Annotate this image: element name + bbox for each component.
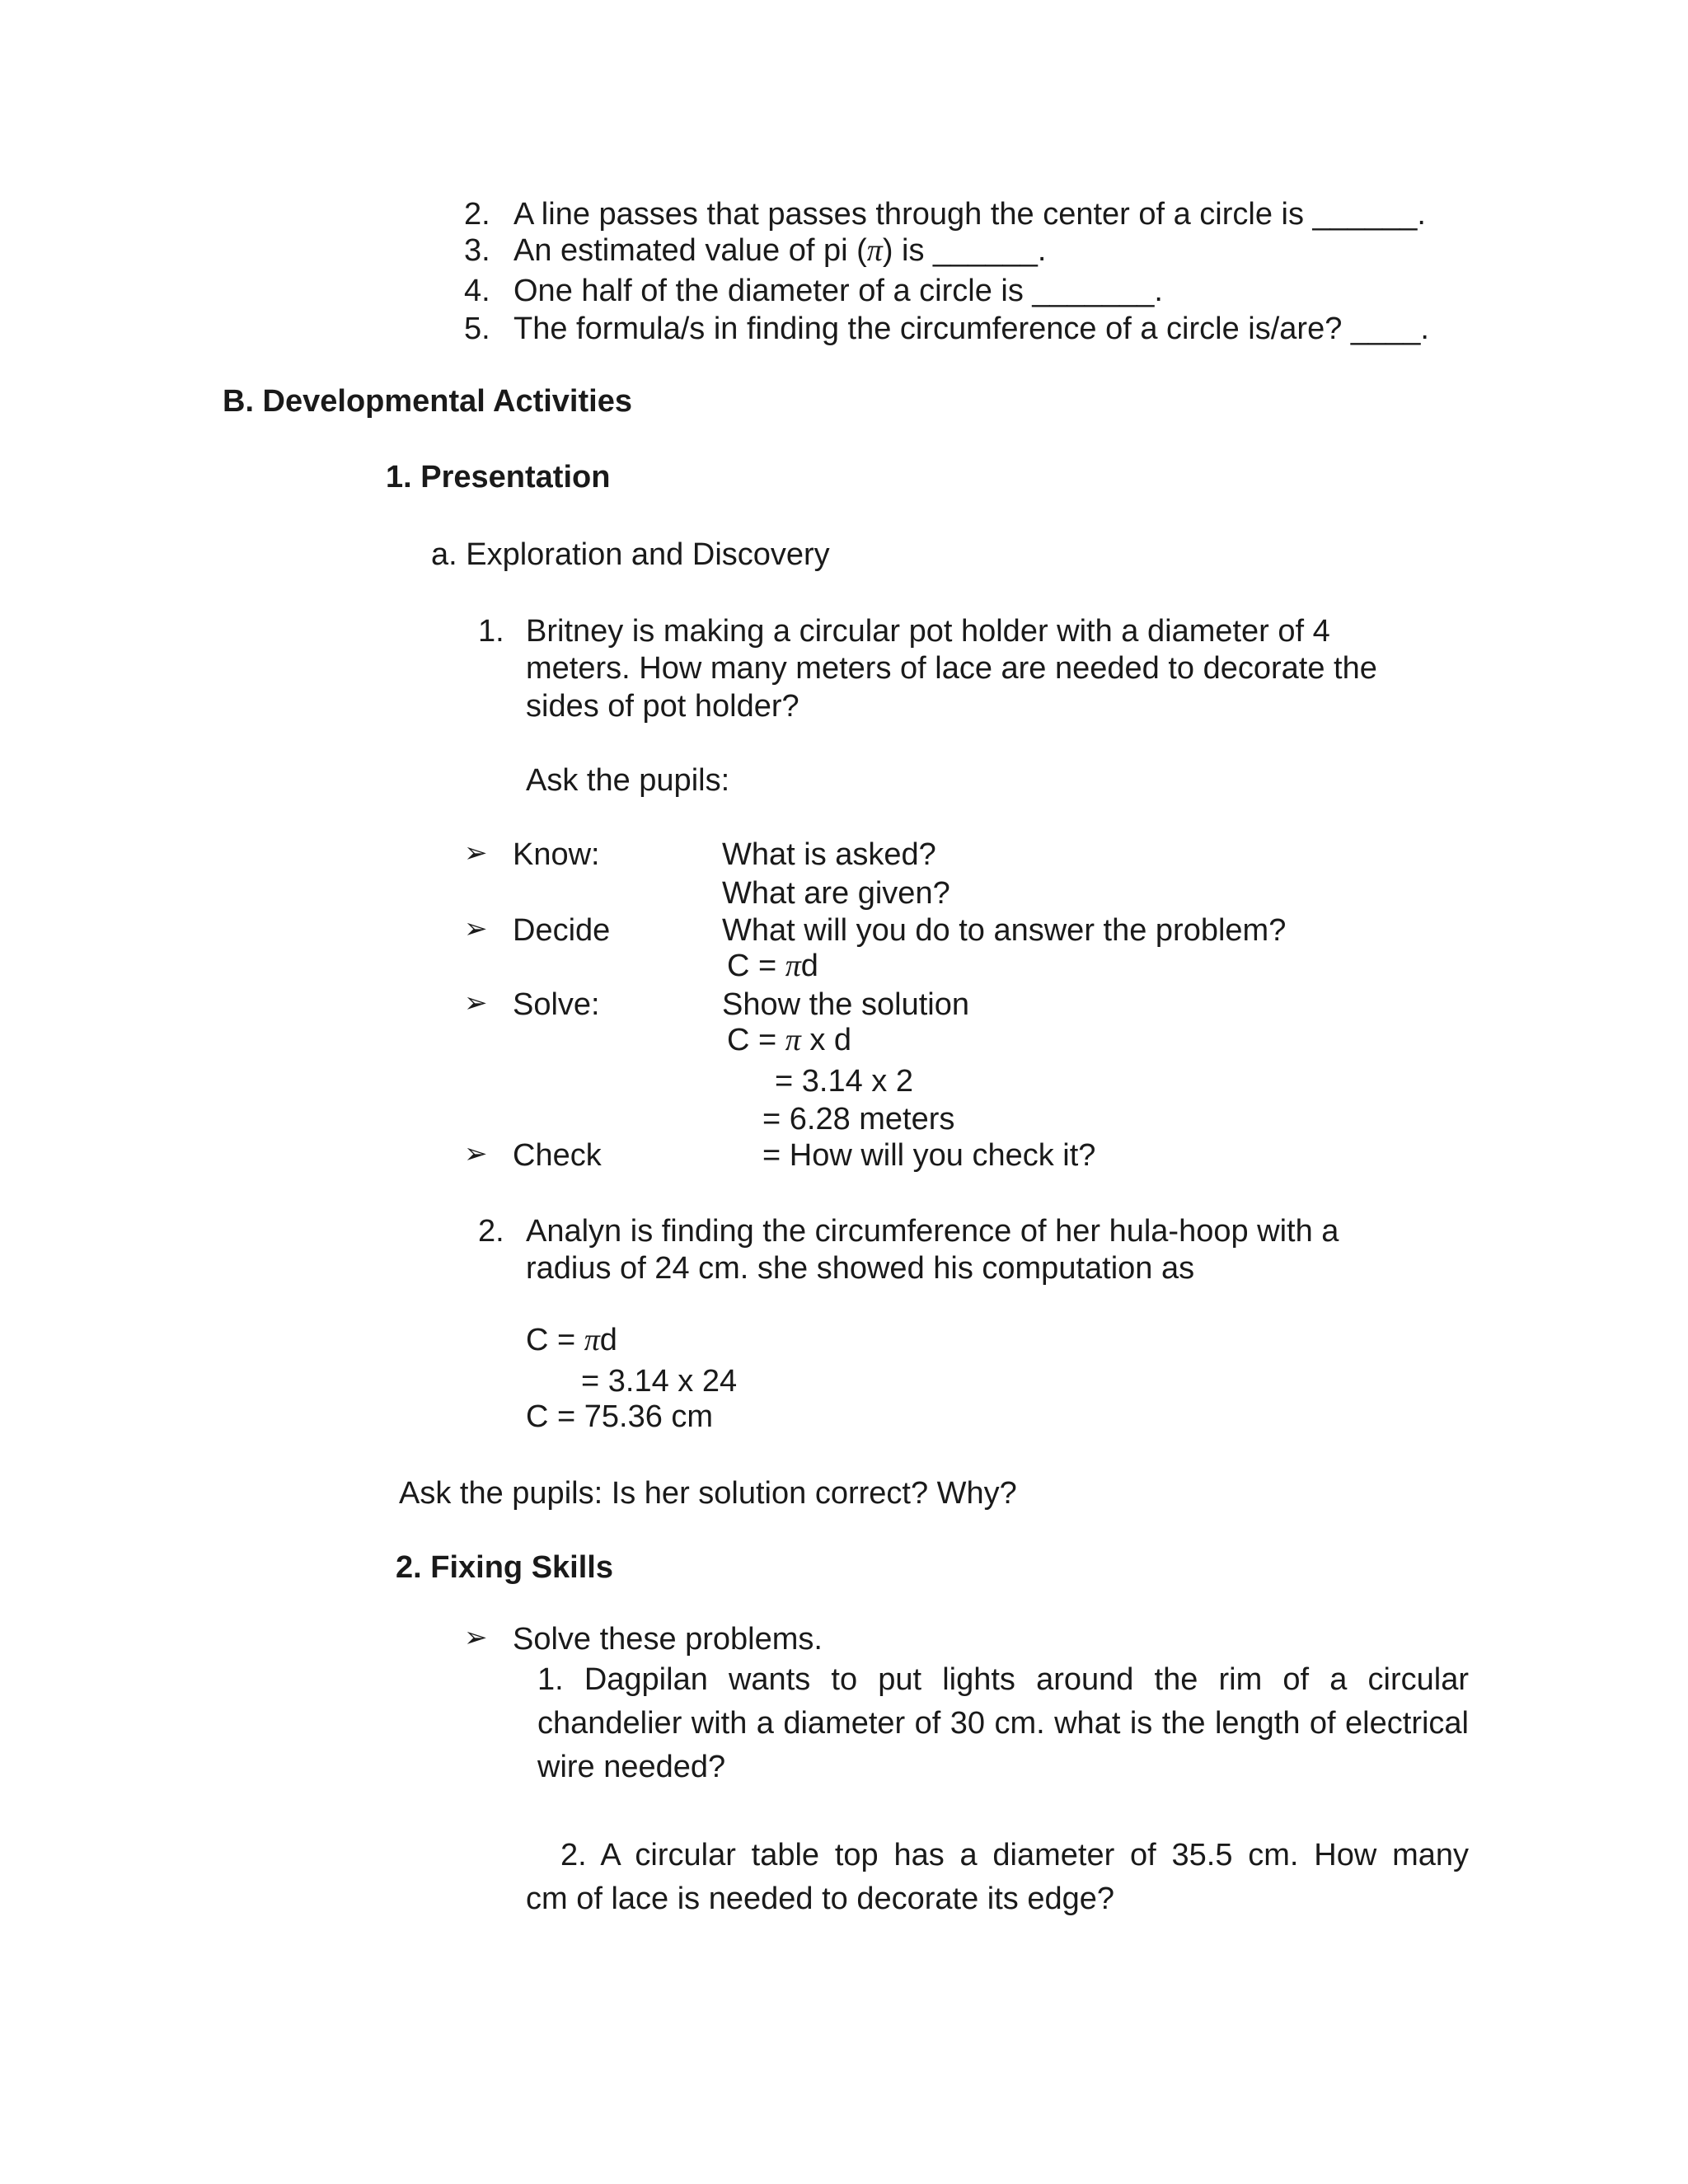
exploration-heading: a. Exploration and Discovery: [431, 537, 830, 572]
arrow-bullet-icon: ➢: [464, 837, 488, 869]
fix-problem-2-line-1: 2. A circular table top has a diameter of 35.5 cm. How many: [560, 1838, 1469, 1872]
list-item-4: 4. One half of the diameter of a circle is _______.: [464, 274, 1163, 308]
pi-symbol: π: [785, 949, 801, 983]
problem-1-line-1: Britney is making a circular pot holder with a diameter of 4: [526, 614, 1330, 649]
problem-2-line-2: radius of 24 cm. she showed his computation as: [526, 1251, 1195, 1286]
problem-1-line-2: meters. How many meters of lace are needed to decorate the: [526, 651, 1377, 686]
solve-formula-3: = 6.28 meters: [762, 1102, 955, 1137]
ask-correct: Ask the pupils: Is her solution correct? Why?: [399, 1476, 1017, 1511]
know-question-1: What is asked?: [722, 837, 936, 872]
ask-pupils-label: Ask the pupils:: [526, 763, 730, 798]
fix-problem-1: 1. Dagpilan wants to put lights around the rim of a circular chandelier with a diameter of 30 cm. what is the length of electrical wire needed?: [537, 1662, 1469, 1784]
solve-question: Show the solution: [722, 987, 969, 1022]
problem-2-line-1: Analyn is finding the circumference of her hula-hoop with a: [526, 1214, 1339, 1249]
arrow-bullet-icon: ➢: [464, 1138, 488, 1169]
check-question: = How will you check it?: [762, 1138, 1096, 1173]
problem-2-calc-1: C = πd: [526, 1323, 617, 1357]
fix-problem-2-line-2: cm of lace is needed to decorate its edge?: [526, 1882, 1115, 1916]
solve-formula-1: C = π x d: [727, 1023, 852, 1057]
list-item-5: 5. The formula/s in finding the circumference of a circle is/are? ____.: [464, 312, 1429, 346]
know-question-2: What are given?: [722, 876, 950, 911]
arrow-bullet-icon: ➢: [464, 987, 488, 1019]
problem-2-number: 2.: [478, 1214, 504, 1249]
decide-formula: C = πd: [727, 949, 818, 983]
pi-symbol: π: [785, 1023, 801, 1057]
decide-question: What will you do to answer the problem?: [722, 913, 1287, 948]
problem-1-number: 1.: [478, 614, 504, 649]
list-item-2: 2. A line passes that passes through the center of a circle is ______.: [464, 197, 1426, 232]
section-heading-b: B. Developmental Activities: [223, 384, 632, 419]
arrow-bullet-icon: ➢: [464, 1622, 488, 1653]
list-item-3: 3. An estimated value of pi (π) is ______.: [464, 233, 1047, 268]
pi-symbol: π: [866, 233, 883, 268]
problem-2-calc-2: = 3.14 x 24: [581, 1364, 738, 1399]
pi-symbol: π: [584, 1323, 600, 1357]
problem-2-calc-3: C = 75.36 cm: [526, 1399, 714, 1434]
arrow-bullet-icon: ➢: [464, 913, 488, 944]
problem-1-line-3: sides of pot holder?: [526, 689, 799, 724]
fixing-skills-heading: 2. Fixing Skills: [396, 1550, 613, 1585]
solve-formula-2: = 3.14 x 2: [775, 1064, 913, 1099]
presentation-heading: 1. Presentation: [386, 460, 611, 494]
